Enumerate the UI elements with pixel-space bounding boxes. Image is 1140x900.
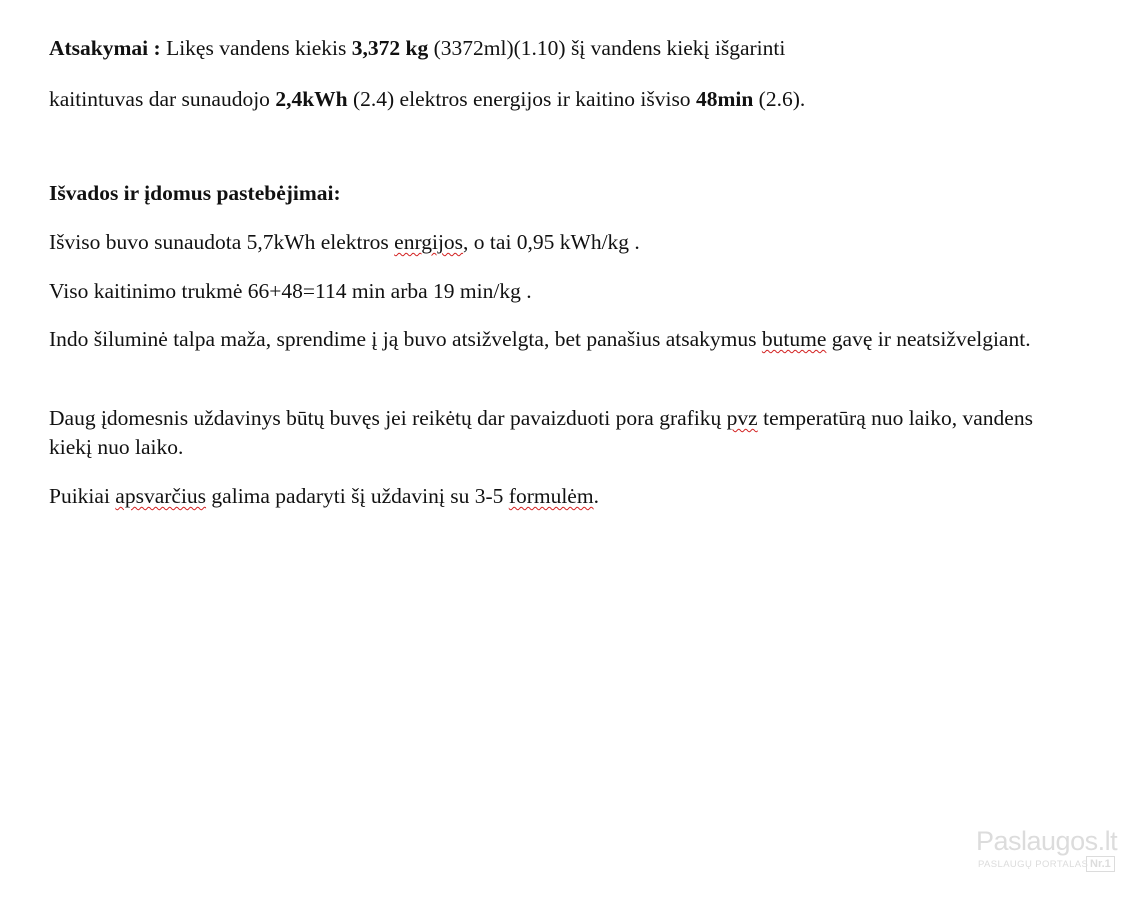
conclusions-heading: Išvados ir įdomus pastebėjimai:	[49, 181, 341, 205]
answers-line-1: Atsakymai : Likęs vandens kiekis 3,372 kg (3372ml)(1.10) šį vandens kiekį išgarinti	[49, 36, 786, 60]
misspelled-word: apsvarčius	[115, 484, 207, 508]
watermark-logo	[976, 826, 1116, 878]
watermark-badge: Nr.1	[1086, 856, 1115, 872]
remaining-water-mass: 3,372 kg	[351, 36, 429, 60]
time-value: 48min	[695, 87, 754, 111]
conclusion-paragraph-5: Puikiai apsvarčius galima padaryti šį uždavinį su 3-5 formulėm.	[49, 484, 599, 508]
misspelled-word: pvz	[726, 406, 758, 430]
watermark-subtitle: PASLAUGŲ PORTALAS	[978, 859, 1089, 870]
answers-label: Atsakymai :	[49, 36, 161, 60]
conclusion-paragraph-1: Išviso buvo sunaudota 5,7kWh elektros enrgijos, o tai 0,95 kWh/kg .	[49, 230, 640, 254]
misspelled-word: formulėm	[508, 484, 594, 508]
watermark-logo-text: Paslaugos.lt	[976, 826, 1118, 856]
conclusion-paragraph-2: Viso kaitinimo trukmė 66+48=114 min arba 19 min/kg .	[49, 279, 532, 303]
answers-line-2: kaitintuvas dar sunaudojo 2,4kWh (2.4) elektros energijos ir kaitino išviso 48min (2.6).	[49, 87, 806, 111]
misspelled-word: butume	[761, 327, 827, 351]
conclusion-paragraph-3: Indo šiluminė talpa maža, sprendime į ją buvo atsižvelgta, bet panašius atsakymus butume gavę ir neatsižvelgiant.	[49, 327, 1031, 351]
misspelled-word: enrgijos	[394, 230, 464, 254]
energy-value: 2,4kWh	[275, 87, 348, 111]
conclusion-paragraph-4: Daug įdomesnis uždavinys būtų buvęs jei reikėtų dar pavaizduoti pora grafikų pvz temperatūrą nuo laiko, vandens kiekį nuo laiko.	[49, 406, 1033, 459]
